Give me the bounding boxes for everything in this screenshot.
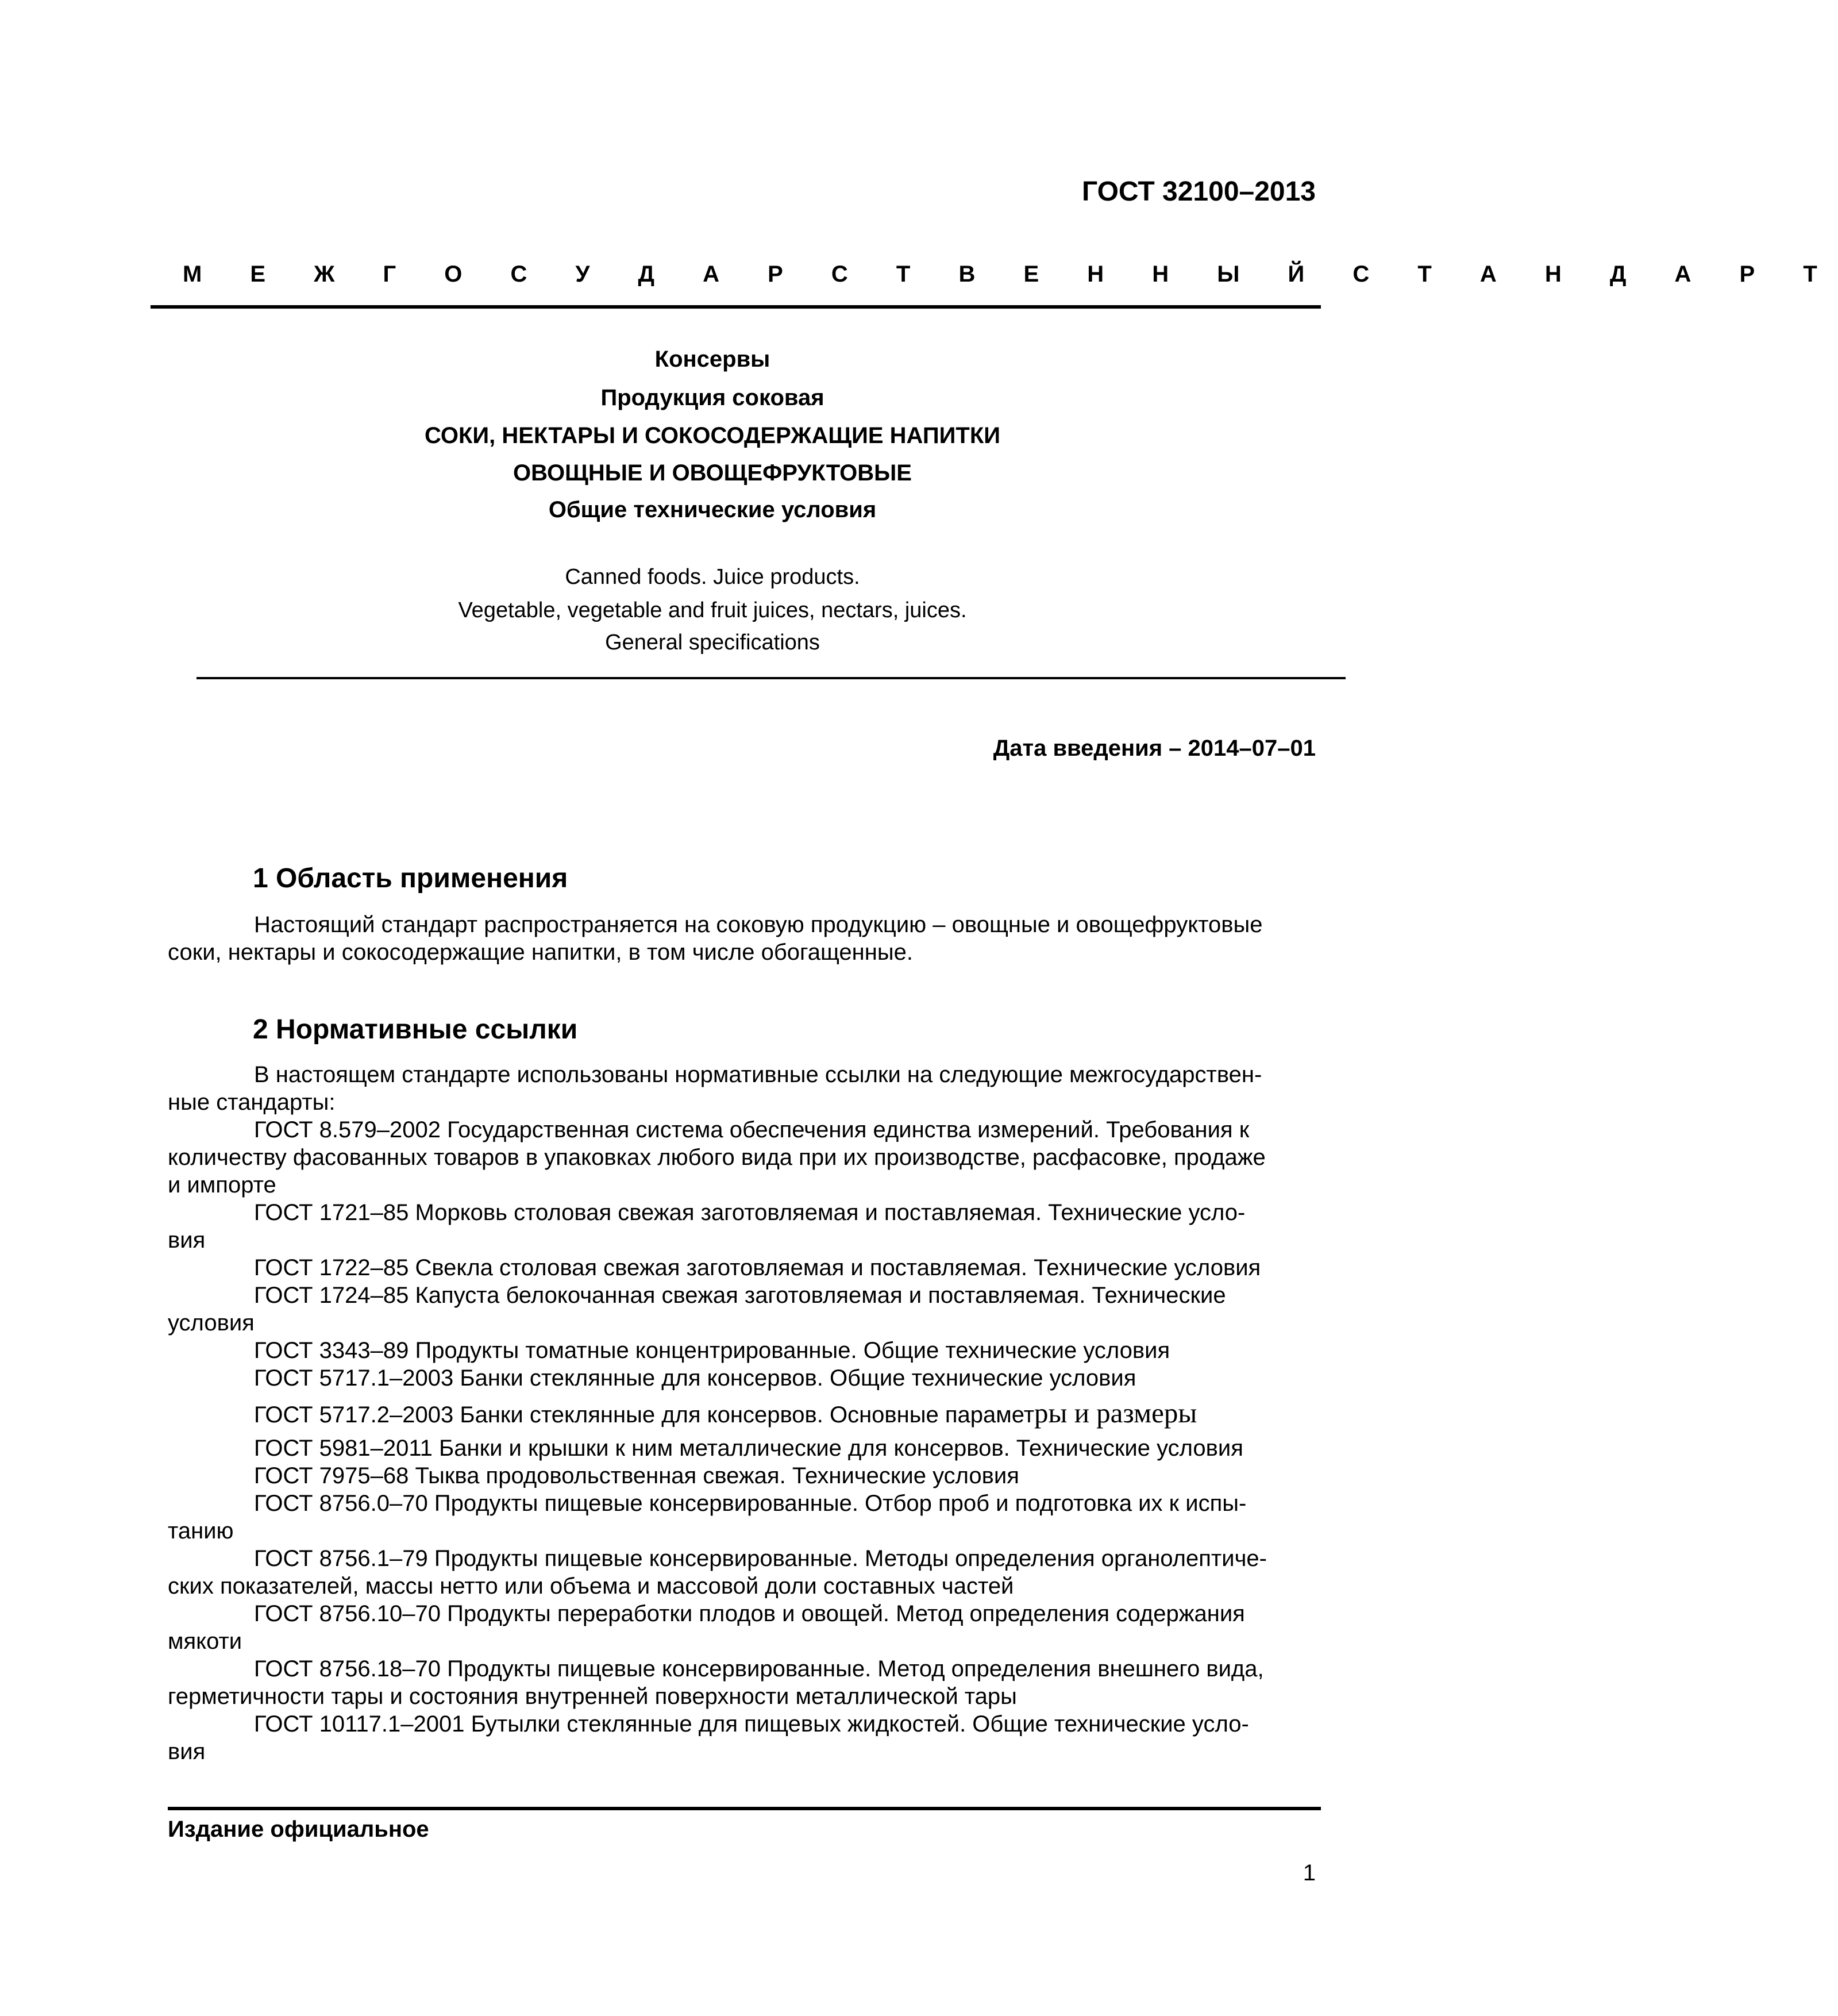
title-en-line-2: Vegetable, vegetable and fruit juices, nectars, juices. (458, 598, 967, 622)
section-1-heading: 1 Область применения (253, 863, 568, 894)
reference-line-main: ГОСТ 5717.2–2003 Банки стеклянные для консервов. Основные парамет (254, 1402, 1035, 1428)
banner-rule (151, 305, 1321, 309)
reference-line-serif-tail: ры и размеры (1034, 1397, 1197, 1429)
introduction-date: Дата введения – 2014–07–01 (993, 736, 1316, 761)
footer-rule (168, 1807, 1321, 1810)
title-line-4: ОВОЩНЫЕ И ОВОЩЕФРУКТОВЫЕ (513, 460, 912, 486)
reference-line: ГОСТ 8756.0–70 Продукты пищевые консервированные. Отбор проб и подготовка их к испы- (254, 1491, 1247, 1516)
title-line-2: Продукция соковая (600, 385, 824, 410)
document-number: ГОСТ 32100–2013 (1082, 176, 1316, 207)
reference-line: мякоти (168, 1629, 242, 1654)
reference-line: вия (168, 1739, 206, 1764)
reference-line: ГОСТ 1724–85 Капуста белокочанная свежая заготовляемая и поставляемая. Технические (254, 1283, 1226, 1308)
reference-line: ГОСТ 5981–2011 Банки и крышки к ним металлические для консервов. Технические условия (254, 1436, 1243, 1461)
reference-line: ГОСТ 5717.1–2003 Банки стеклянные для консервов. Общие технические условия (254, 1365, 1136, 1391)
reference-line: количеству фасованных товаров в упаковках любого вида при их производстве, расфасовке, продаже (168, 1145, 1266, 1170)
section-1-line-2: соки, нектары и сокосодержащие напитки, в том числе обогащенные. (168, 940, 913, 965)
reference-line: вия (168, 1228, 206, 1253)
reference-line: ГОСТ 1721–85 Морковь столовая свежая заготовляемая и поставляемая. Технические усло- (254, 1200, 1246, 1225)
reference-line: и импорте (168, 1172, 276, 1198)
official-edition-label: Издание официальное (168, 1817, 429, 1842)
reference-line: ских показателей, массы нетто или объема и массовой доли составных частей (168, 1573, 1014, 1599)
reference-line: герметичности тары и состояния внутренней поверхности металлической тары (168, 1684, 1017, 1709)
section-1-line-1: Настоящий стандарт распространяется на соковую продукцию – овощные и овощефруктовые (254, 912, 1263, 937)
reference-line: ГОСТ 7975–68 Тыква продовольственная свежая. Технические условия (254, 1463, 1019, 1488)
title-rule (196, 677, 1346, 679)
reference-line: ГОСТ 3343–89 Продукты томатные концентрированные. Общие технические условия (254, 1338, 1170, 1363)
reference-line: ГОСТ 10117.1–2001 Бутылки стеклянные для пищевых жидкостей. Общие технические усло- (254, 1711, 1249, 1737)
reference-line: ГОСТ 1722–85 Свекла столовая свежая заготовляемая и поставляемая. Технические условия (254, 1255, 1261, 1280)
standard-banner: М Е Ж Г О С У Д А Р С Т В Е Н Н Ы Й С Т А Н Д А Р Т (183, 261, 1838, 287)
title-en-line-1: Canned foods. Juice products. (565, 565, 860, 589)
page-number: 1 (1303, 1860, 1316, 1886)
section-2-intro-line-2: ные стандарты: (168, 1090, 336, 1115)
reference-line: танию (168, 1518, 234, 1544)
reference-line: ГОСТ 8756.1–79 Продукты пищевые консервированные. Методы определения органолептиче- (254, 1546, 1267, 1571)
title-line-5: Общие технические условия (548, 497, 877, 522)
reference-line: ГОСТ 8.579–2002 Государственная система обеспечения единства измерений. Требования к (254, 1117, 1250, 1142)
reference-line (254, 1397, 1197, 1429)
section-2-heading: 2 Нормативные ссылки (253, 1014, 578, 1045)
reference-line: условия (168, 1310, 255, 1336)
title-en-line-3: General specifications (605, 630, 820, 655)
reference-line: ГОСТ 8756.10–70 Продукты переработки плодов и овощей. Метод определения содержания (254, 1601, 1245, 1626)
title-line-1: Консервы (654, 347, 770, 372)
reference-line: ГОСТ 8756.18–70 Продукты пищевые консервированные. Метод определения внешнего вида, (254, 1656, 1264, 1682)
section-2-intro-line-1: В настоящем стандарте использованы нормативные ссылки на следующие межгосударствен- (254, 1062, 1262, 1087)
title-line-3: СОКИ, НЕКТАРЫ И СОКОСОДЕРЖАЩИЕ НАПИТКИ (424, 423, 1000, 448)
